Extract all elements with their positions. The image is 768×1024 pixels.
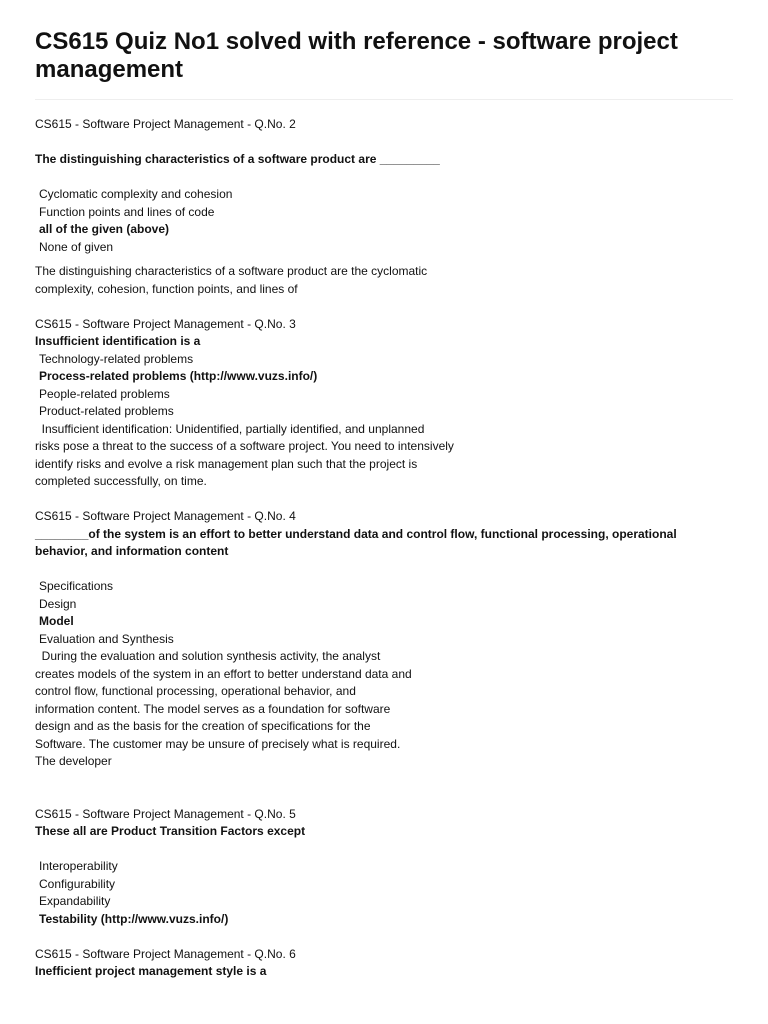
explanation-line: risks pose a threat to the success of a software project. You need to intensively (35, 439, 454, 453)
question-text: behavior, and information content (35, 544, 229, 558)
quiz-content (35, 116, 735, 981)
question-block-2 (35, 116, 735, 298)
explanation-line: information content. The model serves as a foundation for software (35, 701, 391, 716)
answer-option: Technology-related problems (39, 351, 194, 366)
answer-option: Product-related problems (39, 404, 174, 418)
answer-option: Function points and lines of code (39, 204, 215, 219)
correct-answer-option: Testability (http://www.vuzs.info/) (39, 911, 229, 926)
answer-option: Evaluation and Synthesis (39, 631, 174, 646)
explanation-line: completed successfully, on time. (35, 474, 207, 488)
question-text: The distinguishing characteristics of a software product are _________ (35, 152, 440, 166)
explanation-line: design and as the basis for the creation of specifications for the (35, 719, 371, 733)
correct-answer-option: Model (39, 614, 74, 628)
explanation-line: identify risks and evolve a risk management plan such that the project is (35, 456, 418, 471)
question-text: ________of the system is an effort to better understand data and control flow, functional processing, operational (35, 526, 677, 541)
explanation-line: Software. The customer may be unsure of precisely what is required. (35, 736, 401, 751)
explanation-line: During the evaluation and solution synthesis activity, the analyst (35, 649, 381, 663)
answer-option: Cyclomatic complexity and cohesion (39, 187, 233, 201)
answer-option: People-related problems (39, 386, 170, 401)
answer-option: Expandability (39, 894, 111, 908)
explanation-line: The distinguishing characteristics of a software product are the cyclomatic (35, 264, 428, 278)
answer-option: Design (39, 596, 77, 611)
answer-option: Specifications (39, 579, 114, 593)
question-text: Inefficient project management style is a (35, 964, 267, 978)
question-ref: CS615 - Software Project Management - Q.No. 5 (35, 806, 296, 821)
question-text: These all are Product Transition Factors except (35, 824, 306, 838)
explanation-line: The developer (35, 754, 112, 768)
answer-option: None of given (39, 239, 114, 254)
question-ref: CS615 - Software Project Management - Q.No. 2 (35, 117, 296, 131)
page-title: CS615 Quiz No1 solved with reference - software project management (35, 28, 678, 83)
answer-option: Configurability (39, 876, 116, 891)
explanation-line: complexity, cohesion, function points, and lines of (35, 281, 298, 296)
question-ref: CS615 - Software Project Management - Q.No. 3 (35, 316, 296, 331)
title-divider (35, 99, 733, 100)
question-text: Insufficient identification is a (35, 334, 201, 348)
explanation-line: creates models of the system in an effort to better understand data and (35, 666, 412, 681)
correct-answer-option: Process-related problems (http://www.vuzs.info/) (39, 369, 318, 383)
answer-option: Interoperability (39, 859, 118, 873)
question-ref: CS615 - Software Project Management - Q.No. 4 (35, 509, 296, 523)
question-block-4 (35, 508, 735, 771)
question-block-3 (35, 316, 735, 491)
explanation-line: control flow, functional processing, operational behavior, and (35, 684, 356, 698)
explanation-line: Insufficient identification: Unidentified, partially identified, and unplanned (35, 421, 425, 436)
question-block-6 (35, 946, 735, 981)
correct-answer-option: all of the given (above) (39, 222, 170, 236)
question-ref: CS615 - Software Project Management - Q.No. 6 (35, 946, 296, 961)
question-block-5 (35, 806, 735, 929)
